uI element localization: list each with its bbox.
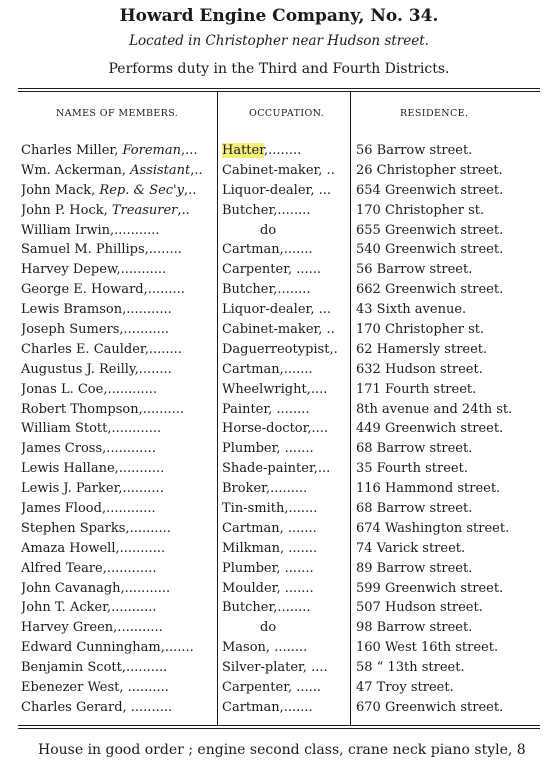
- member-name: Lewis Hallane,...........: [21, 461, 165, 477]
- member-name: Edward Cunningham,.......: [21, 640, 194, 656]
- member-name: Lewis J. Parker,..........: [21, 481, 164, 497]
- member-occupation: Cabinet-maker, ..: [222, 322, 335, 338]
- member-residence: 68 Barrow street.: [356, 441, 473, 457]
- member-occupation: Liquor-dealer, ...: [222, 182, 331, 198]
- table-bottom-rule: [18, 725, 540, 726]
- member-name: Augustus J. Reilly,........: [21, 361, 172, 377]
- table-row: [0, 561, 558, 581]
- member-name: Lewis Bramson,...........: [21, 302, 172, 318]
- member-name: John Cavanagh,...........: [21, 580, 171, 596]
- table-row: [0, 620, 558, 640]
- member-occupation: Moulder, .......: [222, 580, 314, 596]
- member-residence: 662 Greenwich street.: [356, 282, 504, 298]
- member-occupation: Painter, ........: [222, 401, 310, 417]
- table-row: [0, 640, 558, 660]
- members-table: [0, 143, 558, 720]
- table-row: [0, 481, 558, 501]
- table-row: [0, 223, 558, 243]
- member-name: Charles E. Caulder,........: [21, 341, 182, 357]
- member-residence: 62 Hamersly street.: [356, 341, 488, 357]
- member-residence: 654 Greenwich street.: [356, 182, 504, 198]
- member-name: Charles Miller, Foreman,...: [21, 143, 198, 158]
- member-occupation: Cabinet-maker, ..: [222, 162, 335, 178]
- member-residence: 674 Washington street.: [356, 520, 510, 536]
- member-role: Rep. & Sec'y: [99, 182, 184, 198]
- member-name: Stephen Sparks,..........: [21, 520, 171, 536]
- member-name: Benjamin Scott,..........: [21, 660, 168, 676]
- member-residence: 449 Greenwich street.: [356, 421, 504, 437]
- member-occupation: Broker,.........: [222, 481, 308, 497]
- duty-districts: Performs duty in the Third and Fourth Districts.: [108, 61, 450, 77]
- member-occupation: Cartman,.......: [222, 361, 313, 377]
- member-occupation: Shade-painter,...: [222, 461, 331, 477]
- member-role: Assistant: [130, 162, 191, 178]
- member-name: John P. Hock, Treasurer,..: [21, 202, 190, 218]
- table-row: [0, 402, 558, 422]
- table-row: [0, 342, 558, 362]
- member-name: John Mack, Rep. & Sec'y,..: [21, 182, 197, 198]
- member-occupation: Cartman,.......: [222, 699, 313, 715]
- member-residence: 74 Varick street.: [356, 540, 466, 556]
- member-name: Robert Thompson,..........: [21, 401, 185, 417]
- member-occupation: do: [260, 222, 277, 238]
- member-name: Wm. Ackerman, Assistant,..: [21, 162, 203, 178]
- table-row: [0, 501, 558, 521]
- table-row: [0, 143, 558, 163]
- member-residence: 540 Greenwich street.: [356, 242, 504, 258]
- table-row: [0, 262, 558, 282]
- member-name: James Flood,............: [21, 501, 156, 517]
- member-residence: 47 Troy street.: [356, 680, 454, 696]
- member-name: Alfred Teare,............: [21, 560, 157, 576]
- member-occupation: Daguerreotypist,.: [222, 341, 338, 357]
- table-row: [0, 382, 558, 402]
- table-row: [0, 183, 558, 203]
- member-occupation: Milkman, .......: [222, 540, 318, 556]
- table-row: [0, 163, 558, 183]
- member-residence: 43 Sixth avenue.: [356, 302, 467, 318]
- member-name: Samuel M. Phillips,........: [21, 242, 182, 258]
- member-residence: 160 West 16th street.: [356, 640, 499, 656]
- member-residence: 26 Christopher street.: [356, 162, 503, 178]
- table-row: [0, 322, 558, 342]
- member-name: James Cross,............: [21, 441, 156, 457]
- member-residence: 655 Greenwich street.: [356, 222, 504, 238]
- member-occupation: Butcher,........: [222, 600, 311, 616]
- member-name: Joseph Sumers,...........: [21, 322, 170, 338]
- table-row: [0, 541, 558, 561]
- member-name: William Stott,............: [21, 421, 162, 437]
- footer-note: House in good order ; engine second class, crane neck piano style, 8: [38, 742, 526, 758]
- member-residence: 170 Christopher st.: [356, 202, 485, 218]
- member-residence: 599 Greenwich street.: [356, 580, 504, 596]
- table-row: [0, 421, 558, 441]
- member-residence: 68 Barrow street.: [356, 501, 473, 517]
- member-occupation: Tin-smith,.......: [222, 501, 318, 517]
- member-name: Ebenezer West, ..........: [21, 680, 169, 696]
- member-residence: 507 Hudson street.: [356, 600, 483, 616]
- table-row: [0, 461, 558, 481]
- member-residence: 98 Barrow street.: [356, 620, 473, 636]
- member-residence: 171 Fourth street.: [356, 381, 477, 397]
- company-title: Howard Engine Company, No. 34.: [119, 6, 439, 26]
- member-name: George E. Howard,.........: [21, 282, 185, 298]
- member-name: Charles Gerard, ..........: [21, 699, 173, 715]
- member-occupation: Silver-plater, ....: [222, 660, 328, 676]
- member-residence: 170 Christopher st.: [356, 322, 485, 338]
- member-occupation: Carpenter, ......: [222, 262, 322, 278]
- member-name: John T. Acker,...........: [21, 600, 157, 616]
- member-name: Amaza Howell,...........: [21, 540, 166, 556]
- table-row: [0, 362, 558, 382]
- table-row: [0, 441, 558, 461]
- member-name: William Irwin,...........: [21, 222, 160, 238]
- table-top-rule: [18, 88, 540, 89]
- member-occupation: Mason, ........: [222, 640, 308, 656]
- member-occupation: Butcher,........: [222, 282, 311, 298]
- member-name: Harvey Depew,...........: [21, 262, 167, 278]
- member-residence: 56 Barrow street.: [356, 143, 473, 158]
- table-row: [0, 680, 558, 700]
- highlighted-word: Hatter: [222, 143, 265, 158]
- member-role: Treasurer: [111, 202, 178, 218]
- member-occupation: Wheelwright,....: [222, 381, 328, 397]
- header-residence: RESIDENCE.: [400, 108, 469, 119]
- member-occupation: do: [260, 620, 277, 636]
- table-row: [0, 203, 558, 223]
- member-occupation: Plumber, .......: [222, 441, 314, 457]
- member-occupation: Butcher,........: [222, 202, 311, 218]
- table-top-rule-inner: [18, 91, 540, 92]
- table-row: [0, 600, 558, 620]
- member-name: Jonas L. Coe,............: [21, 381, 158, 397]
- member-residence: 632 Hudson street.: [356, 361, 483, 377]
- member-occupation: Hatter,........: [222, 143, 302, 158]
- member-name: Harvey Green,...........: [21, 620, 163, 636]
- member-role: Foreman: [122, 143, 181, 158]
- member-occupation: Plumber, .......: [222, 560, 314, 576]
- member-residence: 58 “ 13th street.: [356, 660, 465, 676]
- member-occupation: Liquor-dealer, ...: [222, 302, 331, 318]
- table-row: [0, 521, 558, 541]
- table-bottom-rule-inner: [18, 728, 540, 729]
- member-residence: 35 Fourth street.: [356, 461, 468, 477]
- member-occupation: Cartman, .......: [222, 520, 317, 536]
- member-residence: 670 Greenwich street.: [356, 699, 504, 715]
- member-residence: 89 Barrow street.: [356, 560, 473, 576]
- table-row: [0, 660, 558, 680]
- table-row: [0, 700, 558, 720]
- member-occupation: Carpenter, ......: [222, 680, 322, 696]
- member-residence: 8th avenue and 24th st.: [356, 401, 513, 417]
- table-row: [0, 302, 558, 322]
- member-occupation: Cartman,.......: [222, 242, 313, 258]
- table-row: [0, 242, 558, 262]
- member-residence: 56 Barrow street.: [356, 262, 473, 278]
- member-occupation: Horse-doctor,....: [222, 421, 329, 437]
- table-row: [0, 282, 558, 302]
- header-names: NAMES OF MEMBERS.: [56, 108, 179, 119]
- company-location: Located in Christopher near Hudson street.: [129, 33, 429, 49]
- table-row: [0, 581, 558, 601]
- member-residence: 116 Hammond street.: [356, 481, 501, 497]
- header-occupation: OCCUPATION.: [249, 108, 325, 119]
